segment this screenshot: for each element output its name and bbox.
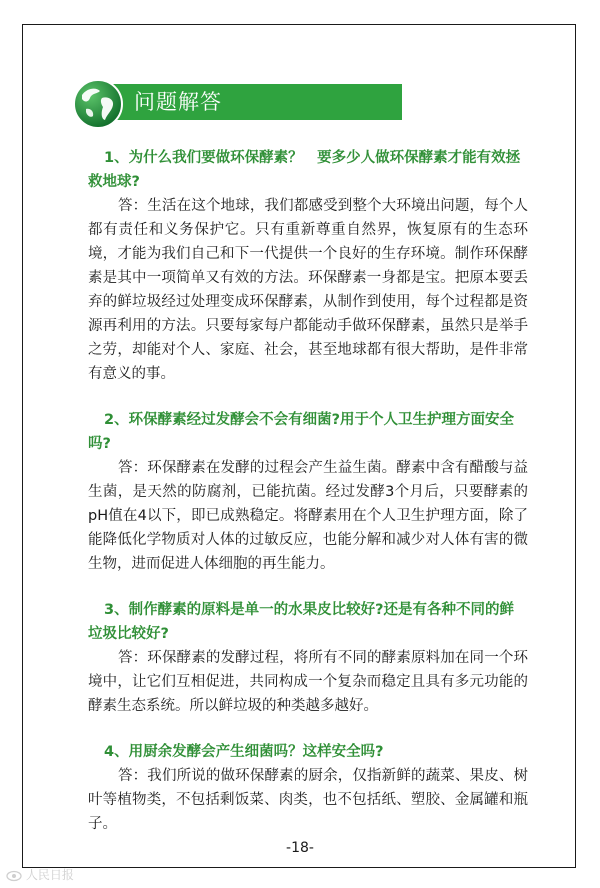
page-title: 问题解答 — [134, 90, 222, 114]
banner-bar — [102, 84, 402, 120]
section-banner — [72, 80, 402, 124]
watermark-text: 人民日报 — [25, 868, 74, 882]
answer-1: 答：生活在这个地球，我们都感受到整个大环境出问题，每个人都有责任和义务保护它。只有重新尊重自然界，恢复原有的生态环境，才能为我们自己和下一代提供一个良好的生存环境。制作环保酵素是其中一项简单又有效的方法。环保酵素一身都是宝。把原本要丢弃的鲜垃圾经过处理变成环保酵素，从制作到使用，每个过程都是资源再利用的方法。只要每家每户都能动手做环保酵素，虽然只是举手之劳，却能对个人、家庭、社会，甚至地球都有很大帮助，是件非常有意义的事。 — [88, 198, 528, 382]
page-number: -18- — [286, 840, 314, 856]
answer-4: 答：我们所说的做环保酵素的厨余，仅指新鲜的蔬菜、果皮、树叶等植物类，不包括剩饭菜、肉类，也不包括纸、塑胶、金属罐和瓶子。 — [88, 768, 528, 832]
qa-item-4 — [88, 740, 528, 836]
question-2: 2、环保酵素经过发酵会不会有细菌?用于个人卫生护理方面安全吗? — [88, 412, 514, 452]
globe-icon — [72, 78, 124, 130]
question-1: 1、为什么我们要做环保酵素？ 要多少人做环保酵素才能有效拯救地球? — [88, 150, 521, 190]
answer-3: 答：环保酵素的发酵过程，将所有不同的酵素原料加在同一个环境中，让它们互相促进，共同构成一个复杂而稳定且具有多元功能的酵素生态系统。所以鲜垃圾的种类越多越好。 — [88, 650, 528, 714]
question-3: 3、制作酵素的原料是单一的水果皮比较好?还是有各种不同的鲜垃圾比较好? — [88, 602, 514, 642]
question-4: 4、用厨余发酵会产生细菌吗？这样安全吗? — [104, 744, 384, 760]
qa-content — [88, 146, 528, 836]
answer-2: 答：环保酵素在发酵的过程会产生益生菌。酵素中含有醋酸与益生菌，是天然的防腐剂，已能抗菌。经过发酵3个月后，只要酵素的pH值在4以下，即已成熟稳定。将酵素用在个人卫生护理方面，除了能降低化学物质对人体的过敏反应，也能分解和减少对人体有害的微生物，进而促进人体细胞的再生能力。 — [88, 460, 528, 572]
qa-item-3 — [88, 598, 528, 718]
eye-logo-icon — [6, 870, 22, 882]
qa-item-1 — [88, 146, 528, 386]
qa-item-2 — [88, 408, 528, 576]
watermark — [6, 866, 86, 884]
